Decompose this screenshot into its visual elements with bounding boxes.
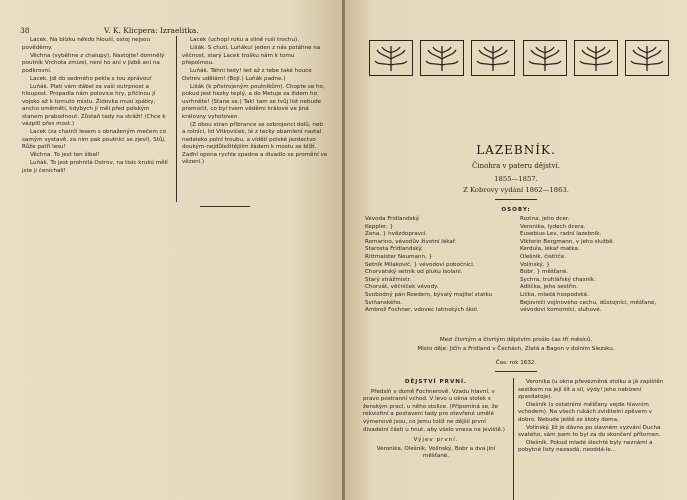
left-column-1: [22, 37, 172, 176]
paragraph: Věchna. To jest ten šibal!: [30, 152, 100, 158]
time-of-action: Čas: rok 1632.: [495, 360, 537, 366]
act-column-2: [518, 379, 668, 455]
act-column-1: [363, 379, 509, 461]
page-header: [20, 26, 329, 35]
cast-entry: Ambrož Fochner, vdovec latinských škol.: [365, 307, 479, 314]
left-column-2: [182, 37, 328, 167]
paragraph: Olešník. Pokud mladé šlechté byly neznámí a pobytné listy nezasdá, neoddá-le...: [518, 439, 653, 454]
cast-entry: Zena, } hvězdopravci.: [365, 231, 428, 238]
paragraph: Luňák. Platí vám dábel za vaši outrpnost a hloupost. Propadla nám polovice hry, přičinou jí vojsko až k tomuto místu. Židovka musí zpátky, ancho oměmětí, kdybych jí měl před polským stanem prabodnout. Zůstaň tady na stráži! (Chce k vázpitl přes most.): [22, 83, 166, 127]
cast-entry: Bejovniči vojínového cechu, důstojníci, měšťané, vévodovi komorníci, sluhové.: [520, 299, 657, 314]
cast-list-right: [520, 216, 670, 315]
paragraph: Luňák. Táhni tedy! led až z tebe také houce Ostrov udělám! (Boji.) Luňák padne.): [182, 68, 312, 82]
paragraph: Věchna (vyběhne z chalupy). Nastojte! domnělý poutník Vrchota zmizel, není ho ani v jizbě ani na podkrovní.: [22, 52, 165, 74]
play-years: 1855—1857.: [494, 175, 538, 183]
edition-source: Z Kobrovy vydání 1862—1863.: [463, 186, 569, 194]
paragraph: Olešník (s ostatními měšťany vejde hlavním vchodem). Na všech rukách zviditelní zpěvem v dobro. Nebude ještě ze škoty doma.: [518, 401, 652, 423]
paragraph: Veronika (u okna převezněná stolku a já zapištěn sestíkem na její šít a sil, výdy! jeho nabízení zpasdatoje).: [518, 379, 664, 401]
paragraph: Lišák. S chutí, Luňáku! jeden z nás potáhne na věčnost, starý Lacek trošku nám k tomu přepolmou.: [182, 45, 321, 66]
paragraph: Lacek. Jdi do sedmého pekla s tou zprávou!: [30, 75, 153, 82]
cast-entry: Starý strážmistr.: [365, 276, 412, 283]
cast-entry: Bobr, } měšťané.: [520, 269, 569, 276]
scene-heading: Výjev první.: [413, 437, 459, 444]
cast-entry: Lička, mladá hospodská.: [520, 291, 589, 298]
left-page: [0, 0, 343, 500]
cast-entry: Viktorin Bergmann, v jeho službě.: [520, 238, 615, 245]
floral-ornament-icon: [574, 40, 618, 76]
act-heading: DĚJSTVÍ PRVNÍ.: [404, 379, 468, 385]
right-page: [345, 0, 687, 500]
cast-entry: Adlička, jeho sestřin.: [520, 284, 578, 291]
floral-ornament-icon: [523, 40, 567, 76]
column-divider: [176, 36, 177, 202]
cast-entry: Romarino, vévodův životní lékař.: [365, 238, 457, 245]
floral-ornament-icon: [420, 40, 464, 76]
paragraph: Volínský. Již je dávno po slavném vyzvání Ducha svatého, sám jsem to byl za do skončení přítomen.: [518, 424, 661, 439]
cast-entry: Olešník, čistírče.: [520, 253, 566, 260]
cast-list-left: [365, 216, 525, 315]
paragraph: Lacek (uchopí ruku a silně ruši trochu).: [190, 37, 299, 43]
end-rule: [200, 206, 250, 207]
cast-entry: Veronika, lydech dcera.: [520, 223, 586, 230]
floral-ornament-icon: [471, 40, 515, 76]
cast-entry: Kerdula, lékař matka.: [520, 246, 580, 253]
scene-characters: Veronika, Olešník, Volínský, Bobr a dva jiní měšťané.: [376, 445, 496, 460]
time-note: Mezi čtvrtým a čtvrtým dějstvím prošlo čas tří měsíců.: [439, 337, 593, 343]
cast-entry: Volínský, }: [520, 261, 550, 268]
place-note: Místo děje: Jičín a Fridland v Čechách, Zlatá a Bagon v dolním Slezsku.: [417, 346, 615, 352]
cast-entry: Sychra, truhlářský chasník.: [520, 276, 596, 283]
stage-direction: Předsíň v domě Fochnerově. Vzadu hlavní, v pravo postranní vchod. V levo u okna stolek s ženským prací, u něho stolice. (Připomíná se, že rekvizitní a postaveni tady pro otevřené umělé výmenově jsou, co jemu toliž ne dějšíí první divadelní části u hnut, aby všelo vnesa na jeviště.): [363, 388, 505, 433]
cast-entry: Svobodný pán Roedern, bývalý majitel statku Sviňanského.: [365, 291, 493, 306]
paragraph: Lišák (k přistrojeným poutníkům). Chopte se ho, pokud jest hezky teplý, a do Metuje za židem ho uvrhněte! (Stane se.) Tak! tam se tvůj list nebude promočit, co byl tvem věděmi králové ve jiná královny vyhotoven.: [182, 83, 325, 120]
column-divider: [513, 378, 514, 500]
cast-heading: OSOBY:: [501, 207, 531, 213]
paragraph: Lacek. Na blízku někdo hlouší, ostoj nejsou pověděmy.: [22, 37, 151, 51]
cast-entry: Rozina, jeho dcer.: [520, 216, 570, 222]
page-number: 38: [20, 26, 30, 35]
floral-ornament-icon: [625, 40, 669, 76]
floral-ornament-icon: [369, 40, 413, 76]
cast-entry: Keppler, }: [365, 223, 394, 230]
play-title: LAZEBNÍK.: [476, 143, 556, 157]
paragraph: Luňák. To jest prohnilá Ostrov, na tisíc krukú mělí jste ji čenichali!: [22, 160, 168, 174]
cast-entry: Chorvatský setník od pluku Isolani.: [365, 269, 463, 276]
cast-entry: Starosta Fridlandský.: [365, 246, 423, 253]
cast-entry: Chorvát, věčníček vévody.: [365, 284, 439, 291]
cast-entry: Rittmaister Neumann, }: [365, 253, 433, 260]
divider: [495, 199, 537, 200]
paragraph: Lacek (za chatrčí lesem s obnaženým mečem co samým vystavě, za nim pak poutníci se zjeví). Stůj. Růže patří lesu!: [22, 129, 167, 150]
ornament-band: [369, 40, 669, 76]
paragraph: (Z obou stran přibrance se ozbrojenci dolů, neb a rolníci, lid Vitkoviček, lé z tecky obamlení nastal nedaleko polní troubu, a vídětí polské jezdectvo doukým-nejdůležitějším žádem k mostu se blíží. Zaďní opona rychle spadne a divadlo se promění ve vězení.): [182, 121, 328, 165]
divider: [495, 371, 537, 372]
cast-entry: Vévoda Fridlandský.: [365, 216, 420, 222]
play-subtitle: Činohra v pateru dějství.: [471, 162, 561, 170]
cast-entry: Setník Milakovič, } vévodovi pobočníci.: [365, 261, 475, 268]
running-head: V. K. Klicpera: Izraelitka.: [104, 26, 199, 35]
cast-entry: Eusebius Lev, radní lazebník.: [520, 231, 602, 238]
